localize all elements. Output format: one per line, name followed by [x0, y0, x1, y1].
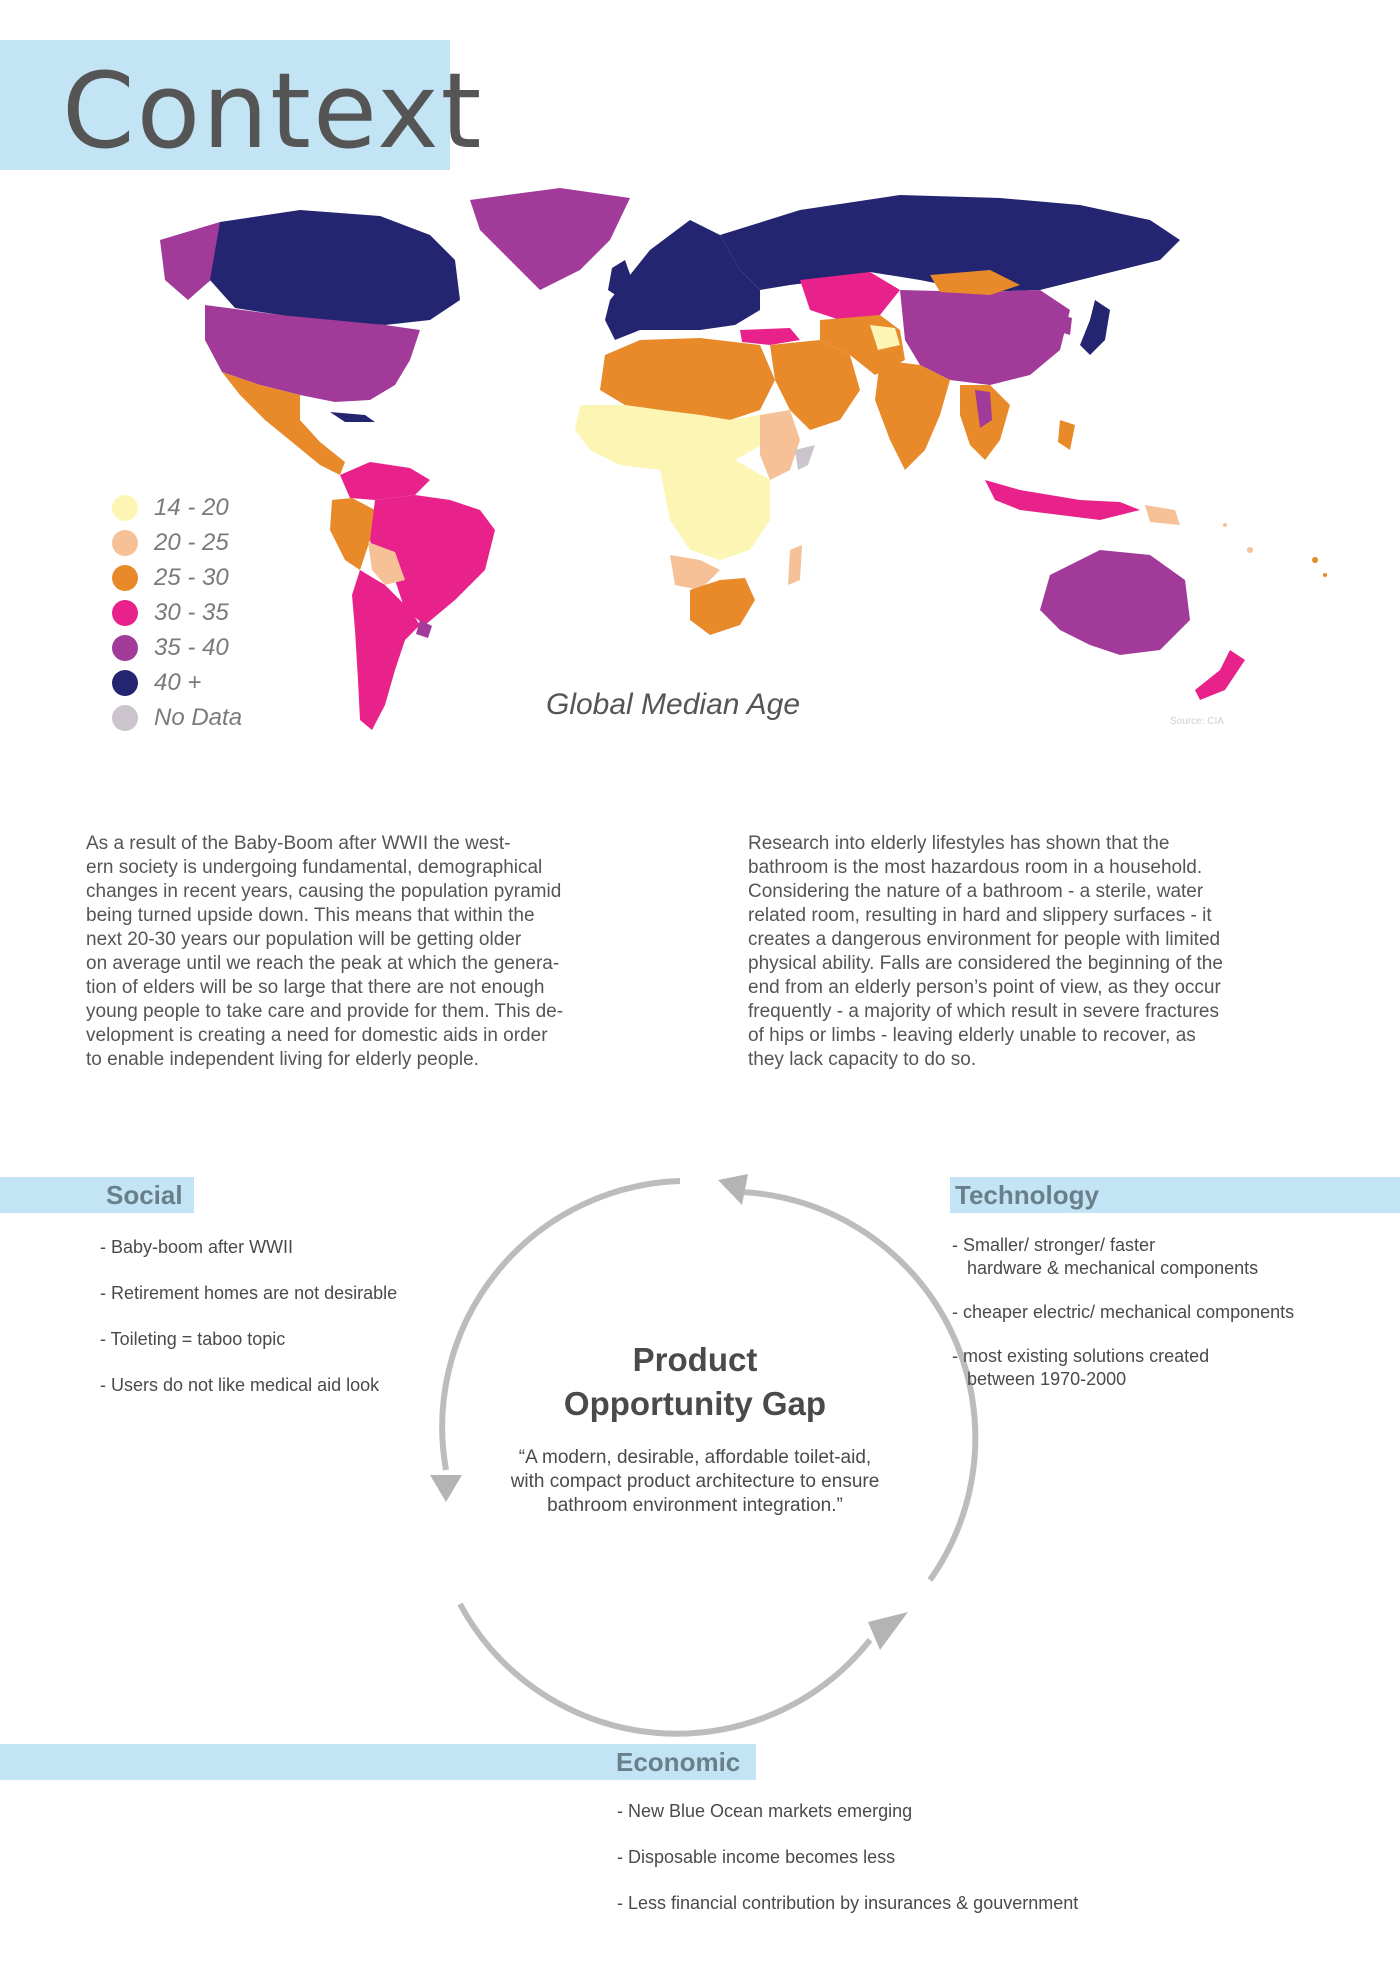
bullet-item — [617, 1846, 1078, 1869]
pog-quote — [440, 1446, 950, 1518]
bullet-text: - Toileting = taboo topic — [100, 1329, 286, 1349]
bullet-item — [952, 1301, 1294, 1324]
cycle-arc-economic — [460, 1604, 870, 1734]
cycle-arc-social — [442, 1181, 680, 1470]
paragraph-line: Considering the nature of a bathroom - a sterile, water — [748, 881, 1204, 902]
paragraph-line: velopment is creating a need for domestic aids in order — [86, 1025, 548, 1046]
bullet-item — [617, 1892, 1078, 1915]
legend-label: 20 - 25 — [154, 528, 229, 556]
bullet-item — [100, 1328, 397, 1351]
paragraph-line: young people to take care and provide for them. This de- — [86, 1001, 564, 1022]
paragraph-line: they lack capacity to do so. — [748, 1049, 977, 1070]
pog-title-line2: Opportunity Gap — [563, 1385, 827, 1422]
bullet-text: hardware & mechanical components — [952, 1258, 1259, 1278]
paragraph-line: bathroom environment integration.” — [547, 1495, 843, 1516]
bullet-text: - Baby-boom after WWII — [100, 1237, 294, 1257]
bullet-text: - Disposable income becomes less — [617, 1847, 896, 1867]
bullet-text: - Less financial contribution by insurances & gouvernment — [617, 1893, 1079, 1913]
paragraph-line: changes in recent years, causing the population pyramid — [86, 881, 562, 902]
bullet-text: - Users do not like medical aid look — [100, 1375, 380, 1395]
economic-list — [617, 1800, 1078, 1938]
technology-list — [952, 1234, 1294, 1412]
bullet-text: - New Blue Ocean markets emerging — [617, 1801, 913, 1821]
paragraph-line: being turned upside down. This means that within the — [86, 905, 535, 926]
cycle-arrow-economic — [868, 1612, 908, 1650]
map-caption: Global Median Age — [546, 688, 801, 721]
social-list — [100, 1236, 397, 1420]
paragraph-line: tion of elders will be so large that there are not enough — [86, 977, 545, 998]
legend-label: 40 + — [154, 668, 202, 696]
source-note: Source: CIA — [1170, 716, 1224, 727]
pog-title-line1: Product — [632, 1341, 758, 1378]
paragraph-line: physical ability. Falls are considered the beginning of the — [748, 953, 1223, 974]
bullet-item — [952, 1345, 1294, 1391]
paragraph-line: frequently - a majority of which result in severe fractures — [748, 1001, 1219, 1022]
bullet-text: - most existing solutions created — [952, 1346, 1210, 1366]
legend-label: 14 - 20 — [154, 493, 229, 521]
paragraph-line: to enable independent living for elderly people. — [86, 1049, 479, 1070]
bullet-text: between 1970-2000 — [952, 1369, 1127, 1389]
paragraph-line: end from an elderly person’s point of view, as they occur — [748, 977, 1221, 998]
bullet-item — [617, 1800, 1078, 1823]
bullet-item — [100, 1236, 397, 1259]
bullet-text: - cheaper electric/ mechanical components — [952, 1302, 1295, 1322]
bullet-text: - Smaller/ stronger/ faster — [952, 1235, 1156, 1255]
legend-label: No Data — [154, 703, 243, 731]
paragraph-line: related room, resulting in hard and slippery surfaces - it — [748, 905, 1212, 926]
paragraph-line: on average until we reach the peak at which the genera- — [86, 953, 560, 974]
cycle-arrow-technology — [718, 1174, 748, 1205]
product-opportunity-gap-title — [500, 1338, 890, 1426]
paragraph-line: with compact product architecture to ensure — [510, 1471, 880, 1492]
paragraph-line: creates a dangerous environment for people with limited — [748, 929, 1221, 950]
legend-label: 25 - 30 — [154, 563, 229, 591]
social-heading: Social — [106, 1180, 183, 1210]
paragraph-line: of hips or limbs - leaving elderly unable to recover, as — [748, 1025, 1196, 1046]
paragraph-line: ern society is undergoing fundamental, demographical — [86, 857, 543, 878]
bullet-item — [100, 1282, 397, 1305]
legend-label: 35 - 40 — [154, 633, 229, 661]
paragraph-line: Research into elderly lifestyles has shown that the — [748, 833, 1170, 854]
paragraph-line: bathroom is the most hazardous room in a household. — [748, 857, 1203, 878]
economic-heading: Economic — [616, 1747, 741, 1777]
bullet-item — [952, 1234, 1294, 1280]
bullet-item — [100, 1374, 397, 1397]
legend-label: 30 - 35 — [154, 598, 229, 626]
page-title: Context — [62, 50, 484, 172]
technology-heading: Technology — [955, 1180, 1099, 1210]
paragraph-line: “A modern, desirable, affordable toilet-aid, — [518, 1447, 872, 1468]
paragraph-line: next 20-30 years our population will be getting older — [86, 929, 522, 950]
bullet-text: - Retirement homes are not desirable — [100, 1283, 398, 1303]
paragraph-line: As a result of the Baby-Boom after WWII the west- — [86, 833, 511, 854]
